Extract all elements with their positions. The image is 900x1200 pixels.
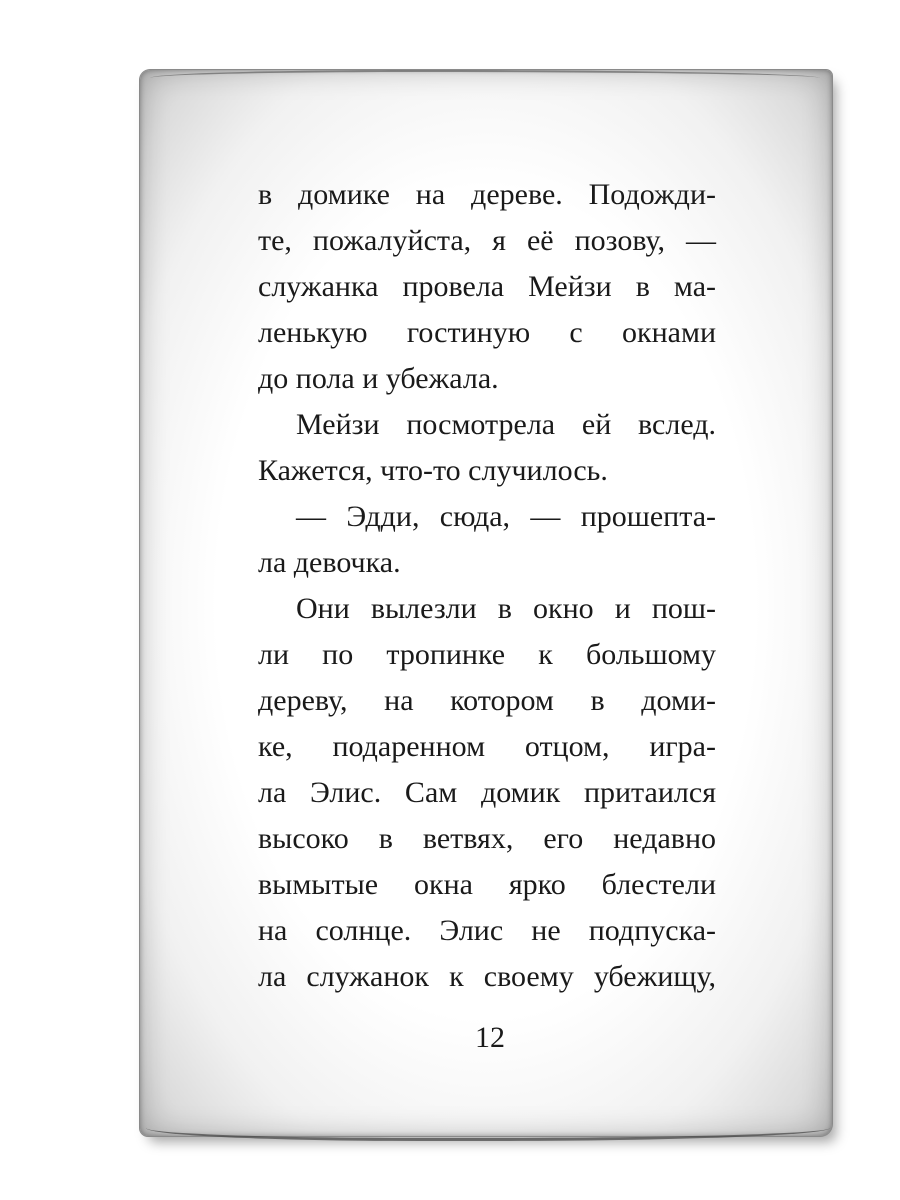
- text-line: ла Элис. Сам домик притаился: [258, 776, 716, 809]
- text-line: — Эдди, сюда, — прошепта-: [296, 500, 716, 533]
- page-text: [258, 172, 716, 1000]
- page-number: 12: [475, 1021, 505, 1054]
- text-line: вымытые окна ярко блестели: [258, 868, 716, 901]
- text-line: те, пожалуйста, я её позову, —: [258, 224, 716, 257]
- text-line: ке, подаренном отцом, игра-: [258, 730, 716, 763]
- text-line: ли по тропинке к большому: [258, 638, 716, 671]
- text-line: дереву, на котором в доми-: [258, 684, 716, 717]
- text-line: Мейзи посмотрела ей вслед.: [296, 408, 716, 441]
- text-line: Кажется, что-то случилось.: [258, 454, 608, 487]
- text-line: служанка провела Мейзи в ма-: [258, 270, 716, 303]
- text-line: высоко в ветвях, его недавно: [258, 822, 716, 855]
- text-line: Они вылезли в окно и пош-: [296, 592, 716, 625]
- text-line: ленькую гостиную с окнами: [258, 316, 716, 349]
- text-line: в домике на дереве. Подожди-: [258, 178, 716, 211]
- text-line: до пола и убежала.: [258, 362, 499, 395]
- text-line: ла служанок к своему убежищу,: [258, 960, 716, 993]
- text-line: на солнце. Элис не подпуска-: [258, 914, 716, 947]
- text-line: ла девочка.: [258, 546, 401, 579]
